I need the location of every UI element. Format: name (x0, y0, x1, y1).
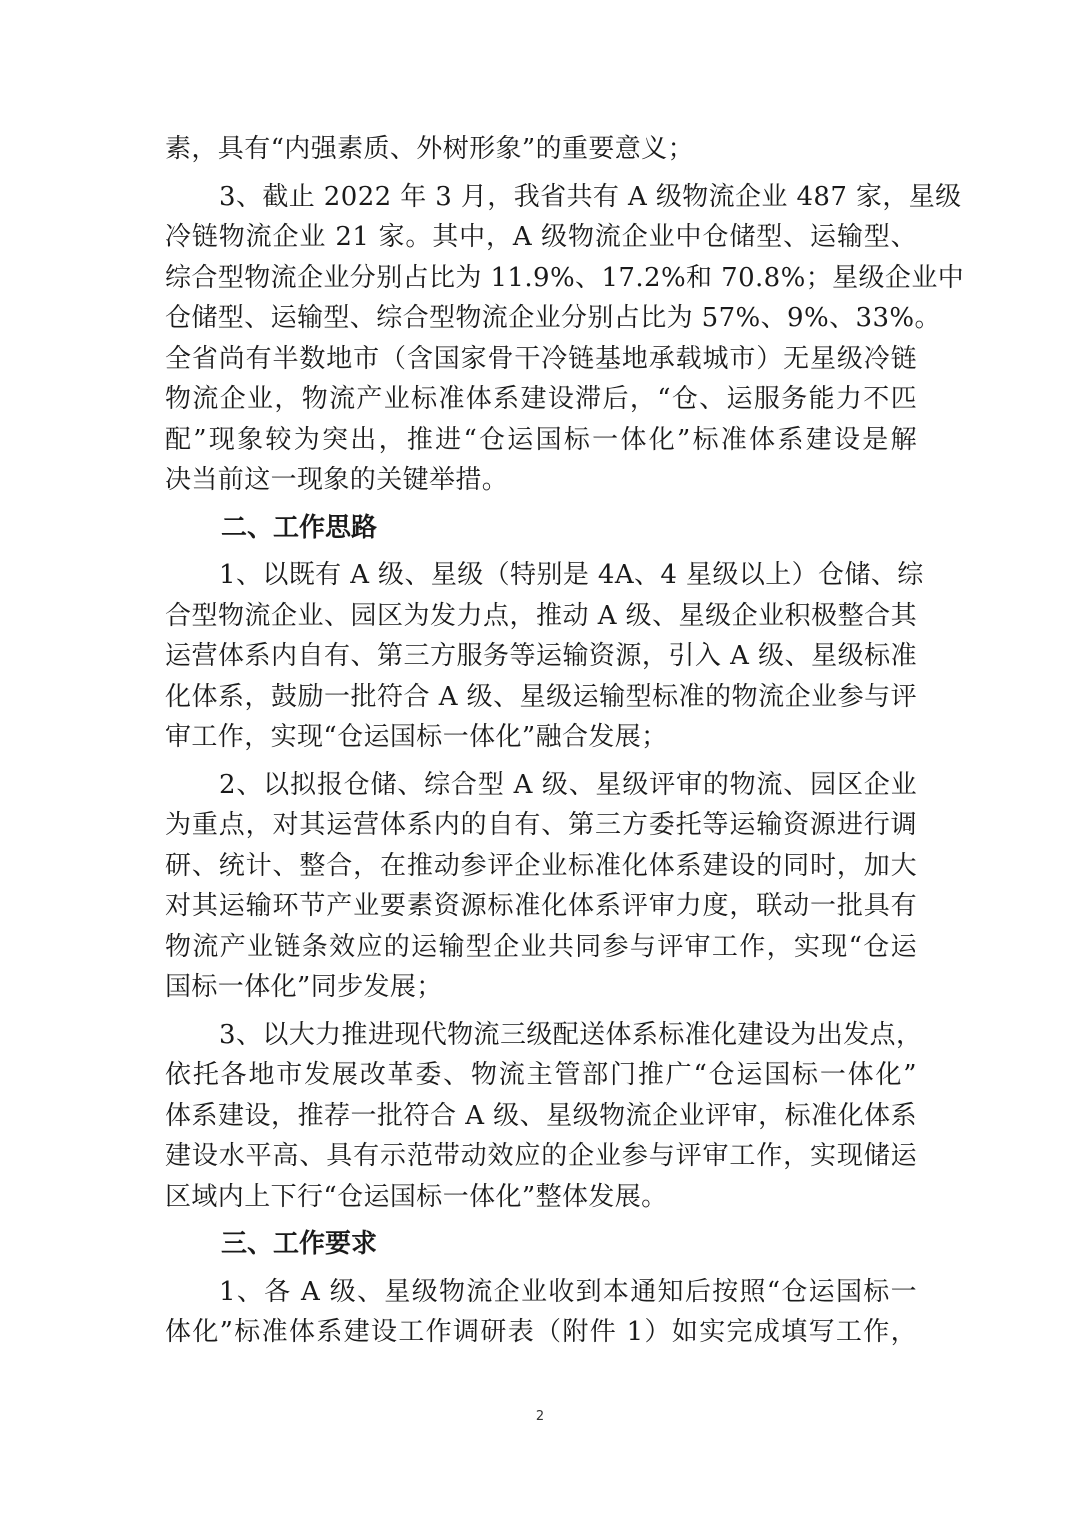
paragraph-requirement-1 (165, 1272, 917, 1353)
text-line: 1、各 A 级、星级物流企业收到本通知后按照“仓运国标一 (219, 1276, 917, 1307)
text-line: 区域内上下行“仓运国标一体化”整体发展。 (165, 1181, 668, 1212)
text-line: 化体系，鼓励一批符合 A 级、星级运输型标准的物流企业参与评 (165, 681, 917, 712)
text-line: 体化”标准体系建设工作调研表（附件 1）如实完成填写工作， (165, 1317, 917, 1347)
section-heading-work-approach: 二、工作思路 (221, 512, 378, 543)
text-line: 体系建设，推荐一批符合 A 级、星级物流企业评审，标准化体系 (165, 1100, 917, 1131)
text-line: 1、以既有 A 级、星级（特别是 4A、4 星级以上）仓储、综 (219, 560, 924, 590)
text-line: 2、以拟报仓储、综合型 A 级、星级评审的物流、园区企业 (219, 769, 917, 800)
paragraph-approach-1 (165, 555, 924, 758)
section-heading-work-requirements: 三、工作要求 (221, 1229, 378, 1259)
text-line: 为重点，对其运营体系内的自有、第三方委托等运输资源进行调 (165, 810, 917, 840)
text-line: 综合型物流企业分别占比为 11.9%、17.2%和 70.8%；星级企业中 (165, 262, 965, 293)
text-line: 3、截止 2022 年 3 月，我省共有 A 级物流企业 487 家，星级 (219, 181, 962, 212)
text-line: 全省尚有半数地市（含国家骨干冷链基地承载城市）无星级冷链 (165, 343, 917, 374)
text-line: 物流产业链条效应的运输型企业共同参与评审工作，实现“仓运 (165, 931, 917, 962)
paragraph-item-3-statistics (165, 177, 965, 501)
text-line: 研、统计、整合，在推动参评企业标准化体系建设的同时，加大 (165, 850, 917, 881)
text-line: 配”现象较为突出，推进“仓运国标一体化”标准体系建设是解 (165, 424, 917, 455)
text-line: 素，具有“内强素质、外树形象”的重要意义； (165, 134, 694, 164)
text-line: 物流企业，物流产业标准体系建设滞后，“仓、运服务能力不匹 (165, 384, 917, 414)
text-line: 合型物流企业、园区为发力点，推动 A 级、星级企业积极整合其 (165, 600, 917, 631)
paragraph-approach-3 (165, 1015, 923, 1218)
text-line: 仓储型、运输型、综合型物流企业分别占比为 57%、9%、33%。 (165, 303, 941, 333)
text-line: 依托各地市发展改革委、物流主管部门推广“仓运国标一体化” (165, 1060, 917, 1090)
page-number: 2 (535, 1409, 545, 1424)
text-line: 建设水平高、具有示范带动效应的企业参与评审工作，实现储运 (165, 1141, 917, 1171)
text-line: 决当前这一现象的关键举措。 (165, 465, 509, 495)
text-line: 冷链物流企业 21 家。其中，A 级物流企业中仓储型、运输型、 (165, 222, 917, 252)
paragraph-continuation (165, 129, 917, 170)
document-body (165, 129, 965, 1353)
text-line: 3、以大力推进现代物流三级配送体系标准化建设为出发点， (219, 1019, 923, 1050)
text-line: 对其运输环节产业要素资源标准化体系评审力度，联动一批具有 (165, 891, 917, 921)
text-line: 运营体系内自有、第三方服务等运输资源，引入 A 级、星级标准 (165, 641, 917, 671)
text-line: 审工作，实现“仓运国标一体化”融合发展； (165, 722, 668, 752)
paragraph-approach-2 (165, 765, 917, 1008)
text-line: 国标一体化”同步发展； (165, 972, 443, 1002)
